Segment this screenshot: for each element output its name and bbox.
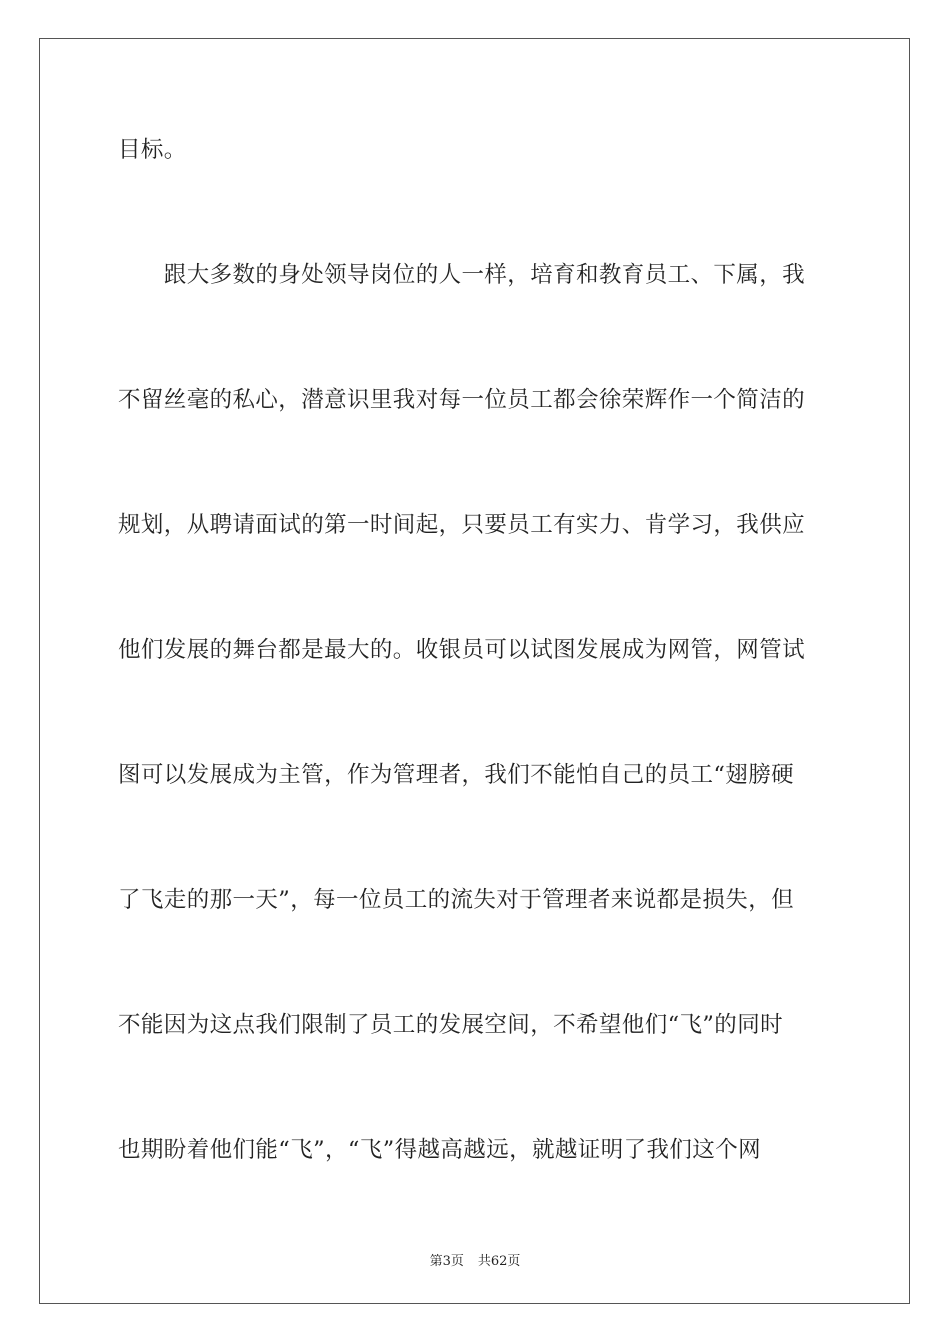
body-line-3: 不留丝毫的私心，潜意识里我对每一位员工都会徐荣辉作一个简洁的 [118,387,806,413]
body-line-4: 规划，从聘请面试的第一时间起，只要员工有实力、肯学习，我供应 [118,512,806,538]
body-line-1: 目标。 [118,137,187,163]
page-total: 共62页 [477,1254,521,1269]
page-footer [0,1250,950,1269]
body-line-2: 跟大多数的身处领导岗位的人一样，培育和教育员工、下属，我 [118,262,806,288]
body-line-9: 也期盼着他们能“飞”，“飞”得越高越远，就越证明了我们这个网 [118,1137,762,1163]
body-line-5: 他们发展的舞台都是最大的。收银员可以试图发展成为网管，网管试 [118,637,806,663]
page-number: 第3页 [429,1254,464,1269]
body-line-7: 了飞走的那一天”，每一位员工的流失对于管理者来说都是损失，但 [118,887,795,913]
body-line-8: 不能因为这点我们限制了员工的发展空间，不希望他们“飞”的同时 [118,1012,784,1038]
page-border [39,38,910,1304]
body-line-6: 图可以发展成为主管，作为管理者，我们不能怕自己的员工“翅膀硬 [118,762,795,788]
